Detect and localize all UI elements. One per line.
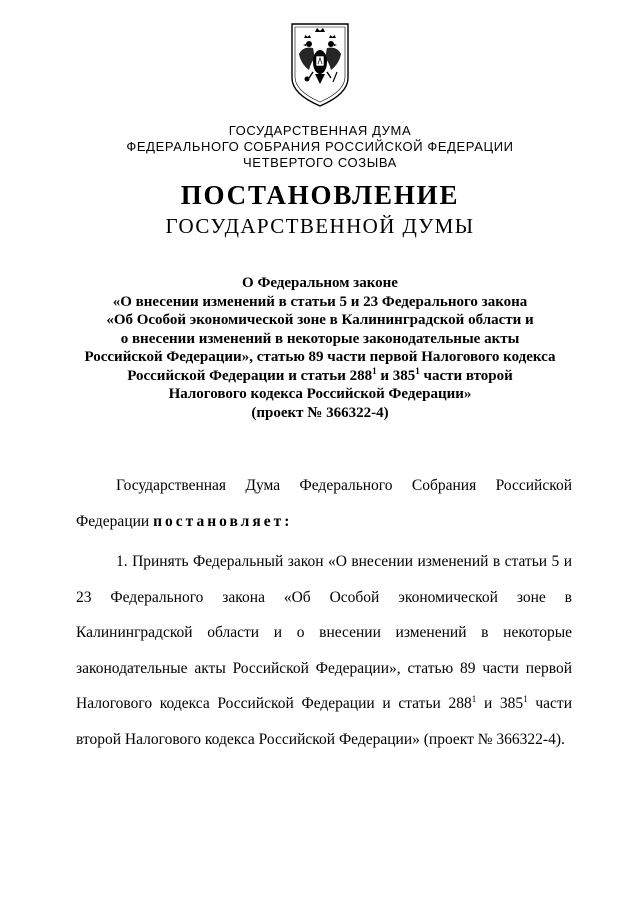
header-line-2: ФЕДЕРАЛЬНОГО СОБРАНИЯ РОССИЙСКОЙ ФЕДЕРАЦИИ (126, 139, 514, 154)
subject-line-1: О Федеральном законе (242, 275, 398, 291)
item-1-paragraph (76, 544, 572, 757)
item-1-line-2: 23 Федерального закона «Об Особой экономической зоне в (76, 588, 572, 606)
subject-line-4: о внесении изменений в некоторые законодательные акты (120, 330, 520, 347)
intro-text: Федерации (76, 512, 154, 530)
subject-line-5: Российской Федерации», статью 89 части первой Налогового кодекса (84, 349, 556, 365)
intro-line-1: Государственная Дума Федерального Собрания Российской (116, 477, 572, 494)
item-1-line-4: законодательные акты Российской Федерации», статью 89 части первой (76, 659, 572, 677)
item-1-text: части (527, 695, 573, 712)
subject-line-6 (0, 367, 640, 386)
subject-line-7: Налогового кодекса Российской Федерации» (168, 386, 472, 402)
header-line-1: ГОСУДАРСТВЕННАЯ ДУМА (228, 123, 412, 138)
document-subject (0, 274, 640, 422)
intro-line-2 (76, 504, 572, 540)
item-1-line-5 (76, 686, 572, 722)
item-1-line-3: Калининградской области и о внесении изменений в некоторые (76, 624, 572, 641)
subject-line-8: (проект № 366322-4) (251, 404, 389, 421)
subject-text: части второй (419, 367, 513, 384)
item-1-line-6: второй Налогового кодекса Российской Федерации» (проект № 366322-4). (76, 730, 565, 748)
superscript: 1 (415, 365, 420, 376)
item-1-text: Налогового кодекса Российской Федерации и статьи 288 (76, 695, 472, 712)
state-emblem-icon (289, 20, 351, 110)
item-1-text: и 385 (476, 695, 524, 712)
document-subtitle: ГОСУДАРСТВЕННОЙ ДУМЫ (165, 214, 475, 238)
superscript: 1 (471, 693, 477, 704)
subject-text: Российской Федерации и статьи 288 (127, 367, 373, 384)
superscript: 1 (372, 365, 377, 376)
subject-line-2: «О внесении изменений в статьи 5 и 23 Федерального закона (112, 293, 528, 310)
resolves-keyword: постановляет: (153, 512, 293, 530)
header-line-3: ЧЕТВЕРТОГО СОЗЫВА (243, 155, 397, 170)
subject-text: и 385 (376, 367, 416, 384)
intro-paragraph (76, 468, 572, 539)
issuer-header (0, 123, 640, 171)
superscript: 1 (523, 693, 528, 704)
document-title: ПОСТАНОВЛЕНИЕ (180, 180, 460, 210)
item-1-line-1: 1. Принять Федеральный закон «О внесении изменений в статьи 5 и (116, 553, 572, 570)
subject-line-3: «Об Особой экономической зоне в Калининградской области и (106, 312, 534, 328)
